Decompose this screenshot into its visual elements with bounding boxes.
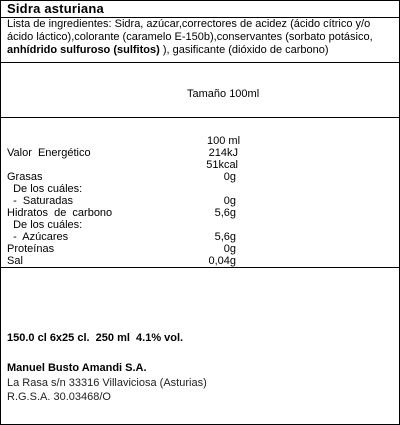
nutrition-row-label: Hidratos de carbono [7,207,113,219]
ingredients-list [7,18,393,57]
nutrition-footer-divider [1,267,399,268]
nutrition-row-label: - Saturadas [7,195,74,207]
nutrition-row-value: 0g [223,171,236,183]
nutrition-row-value: 5,6g [214,207,236,219]
nutrition-row-value: 0g [223,243,236,255]
nutrition-row-label: De los cuáles: [7,183,83,195]
ingredients-divider [1,62,399,63]
nutrition-row-label: Sal [7,255,23,267]
manufacturer-address: La Rasa s/n 33316 Villaviciosa (Asturias) [7,377,207,389]
package-info: 150.0 cl 6x25 cl. 250 ml 4.1% vol. [7,332,184,344]
nutrition-row-label: Grasas [7,171,43,183]
per-100ml-label: 100 ml [207,135,241,147]
manufacturer-registry: R.G.S.A. 30.03468/O [7,391,111,403]
nutrition-row-label: Valor Energético [7,147,91,159]
nutrition-row-value: 51kcal [206,159,238,171]
nutrition-row-value: 0g [223,195,236,207]
nutrition-header-divider [1,117,399,118]
product-title: Sidra asturiana [7,1,104,16]
size-header: Tamaño 100ml [187,88,260,100]
ingredients-text-end: ), gasificante (dióxido de carbono) [159,44,329,56]
nutrition-row-value: 5,6g [214,231,236,243]
nutrition-row-label: - Azúcares [7,231,69,243]
nutrition-row-value: 0,04g [208,255,236,267]
nutrition-row-label: Proteínas [7,243,55,255]
ingredients-text: Lista de ingredientes: Sidra, azúcar,correctores de acidez (ácido cítrico y/o ácido láctico),colorante (caramelo E-150b),conservantes (sorbato potásico, [7,18,373,43]
allergen-text: anhídrido sulfuroso (sulfitos) [7,44,160,56]
manufacturer-name: Manuel Busto Amandi S.A. [7,362,147,374]
nutrition-row-label: De los cuáles: [7,219,83,231]
nutrition-row-value: 214kJ [208,147,238,159]
